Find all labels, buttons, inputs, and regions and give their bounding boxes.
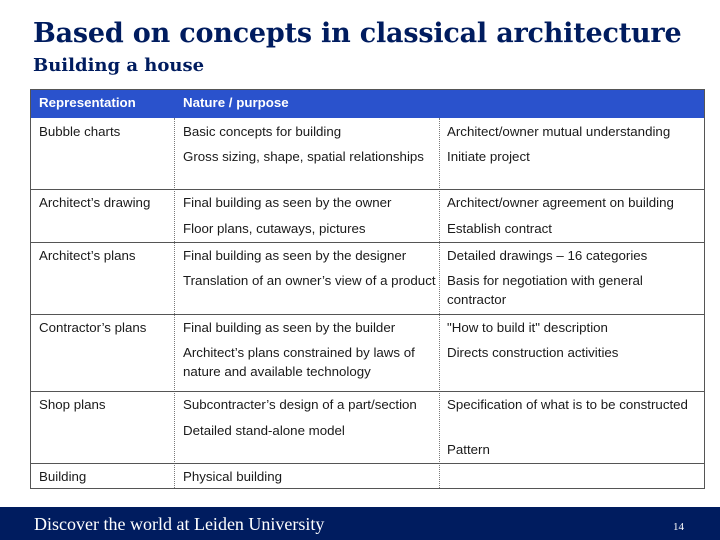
nature-cell: Subcontracter’s design of a part/section: [183, 397, 417, 412]
representation-cell: Shop plans: [39, 397, 106, 412]
purpose-cell: Basis for negotiation with general contractor: [447, 273, 643, 307]
representation-cell: Architect’s plans: [39, 248, 136, 263]
representation-cell: Building: [39, 469, 87, 484]
purpose-cell: Architect/owner mutual understanding: [447, 124, 671, 139]
nature-cell: Final building as seen by the designer: [183, 248, 407, 263]
representation-cell: Contractor’s plans: [39, 320, 147, 335]
footer-slogan: Discover the world at Leiden University: [34, 514, 325, 534]
slide-subtitle: Building a house: [33, 55, 205, 76]
purpose-cell: Pattern: [447, 442, 490, 457]
header-representation: Representation: [39, 95, 136, 110]
row-divider: [31, 242, 704, 243]
row-divider: [31, 314, 704, 315]
table-header: [31, 90, 704, 118]
nature-cell: Floor plans, cutaways, pictures: [183, 221, 366, 236]
purpose-cell: Directs construction activities: [447, 345, 619, 360]
nature-cell: Architect’s plans constrained by laws of nature and available technology: [183, 345, 415, 379]
nature-cell: Final building as seen by the builder: [183, 320, 396, 335]
row-divider: [31, 463, 704, 464]
purpose-cell: Specification of what is to be constructed: [447, 397, 688, 412]
page-number: 14: [673, 521, 684, 533]
architecture-table: [30, 89, 705, 489]
column-divider: [439, 118, 440, 488]
slide-title: Based on concepts in classical architecture: [33, 18, 682, 49]
purpose-cell: Initiate project: [447, 149, 530, 164]
nature-cell: Detailed stand-alone model: [183, 423, 345, 438]
purpose-cell: Detailed drawings – 16 categories: [447, 248, 648, 263]
nature-cell: Basic concepts for building: [183, 124, 342, 139]
purpose-cell: "How to build it" description: [447, 320, 608, 335]
footer-bar: [0, 507, 720, 540]
row-divider: [31, 391, 704, 392]
nature-cell: Final building as seen by the owner: [183, 195, 392, 210]
nature-cell: Physical building: [183, 469, 283, 484]
row-divider: [31, 189, 704, 190]
purpose-cell: Establish contract: [447, 221, 552, 236]
nature-cell: Gross sizing, shape, spatial relationships: [183, 149, 424, 164]
representation-cell: Architect’s drawing: [39, 195, 151, 210]
nature-cell: Translation of an owner’s view of a product: [183, 273, 436, 288]
purpose-cell: Architect/owner agreement on building: [447, 195, 674, 210]
header-nature-purpose: Nature / purpose: [183, 95, 289, 110]
representation-cell: Bubble charts: [39, 124, 121, 139]
column-divider: [174, 118, 175, 488]
